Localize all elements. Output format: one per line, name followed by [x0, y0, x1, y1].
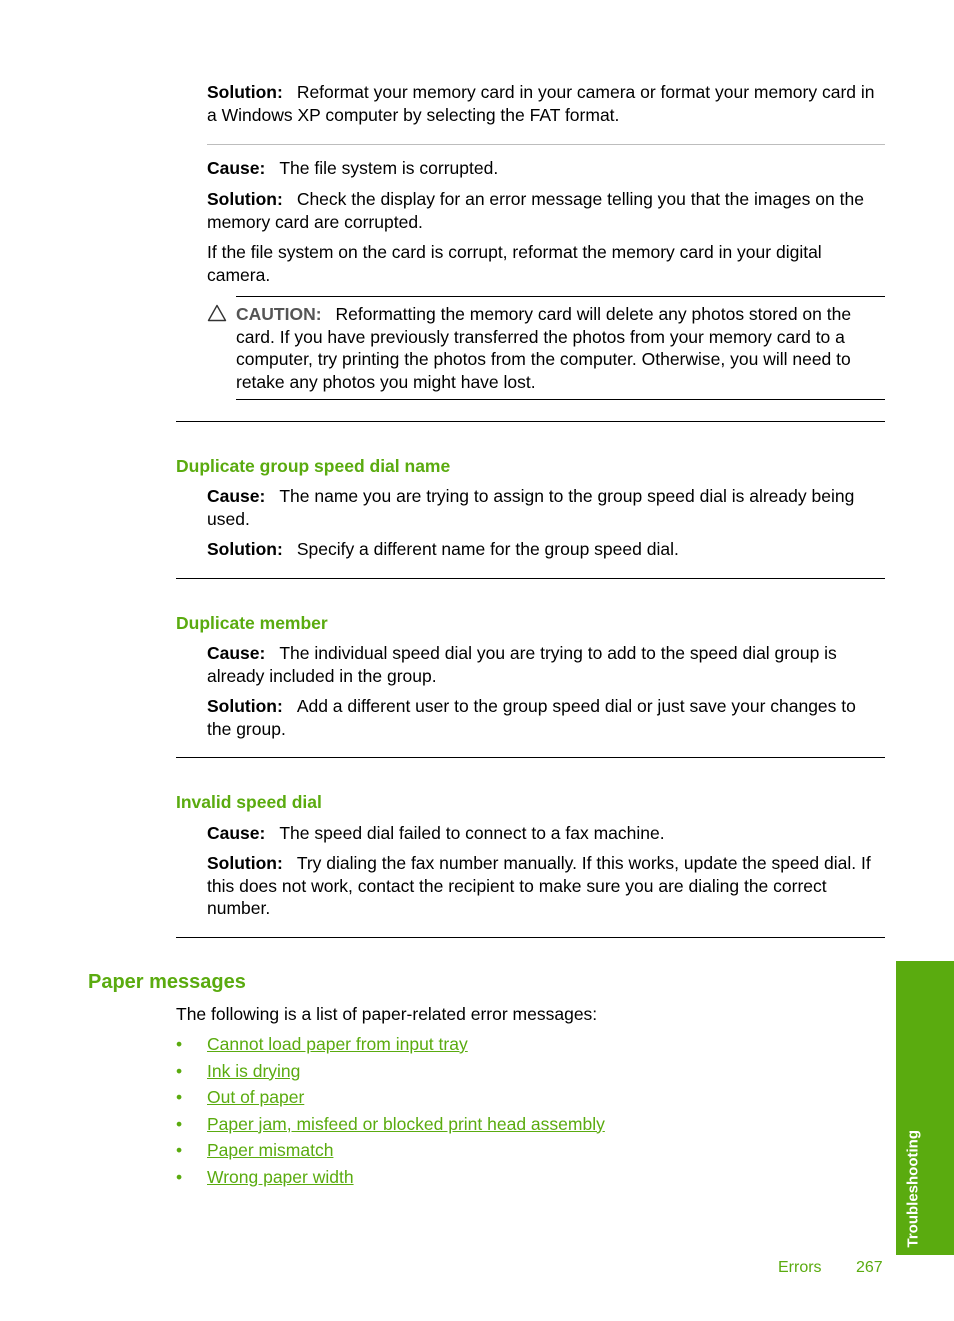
link-paper-jam[interactable]: Paper jam, misfeed or blocked print head assembly — [207, 1113, 605, 1134]
section-heading: Invalid speed dial — [176, 792, 322, 812]
solution-text: Reformat your memory card in your camera or format your memory card in a Windows XP computer by selecting the FAT format. — [207, 82, 875, 125]
cause-paragraph — [207, 822, 885, 845]
solution-paragraph — [207, 81, 885, 126]
caution-bottom-rule — [236, 399, 885, 400]
solution-text: Add a different user to the group speed dial or just save your changes to the group. — [207, 696, 856, 739]
solution-label: Solution: — [207, 189, 283, 209]
section-rule — [176, 937, 885, 938]
cause-paragraph — [207, 157, 885, 180]
cause-paragraph — [207, 485, 885, 530]
bullet: • — [176, 1113, 183, 1134]
section-rule — [176, 578, 885, 579]
divider — [207, 144, 885, 145]
link-out-of-paper[interactable]: Out of paper — [207, 1087, 305, 1107]
solution-paragraph — [207, 538, 885, 561]
cause-label: Cause: — [207, 823, 266, 843]
bullet: • — [176, 1034, 183, 1054]
cause-text: The name you are trying to assign to the group speed dial is already being used. — [207, 486, 855, 529]
solution-paragraph — [207, 852, 885, 920]
caution-text: Reformatting the memory card will delete any photos stored on the card. If you have previously transferred the photos from your memory card to a computer, try printing the photos from the computer. Otherwise, you will need to retake any photos you might have lost. — [236, 304, 852, 392]
list-item — [176, 1166, 605, 1193]
list-item — [176, 1139, 605, 1166]
solution-text: Check the display for an error message telling you that the images on the memory card are corrupted. — [207, 189, 864, 232]
paper-intro: The following is a list of paper-related error messages: — [176, 1004, 598, 1024]
section-heading: Duplicate member — [176, 613, 328, 633]
solution-text: Specify a different name for the group speed dial. — [296, 539, 679, 559]
link-wrong-paper-width[interactable]: Wrong paper width — [207, 1166, 354, 1187]
solution-label: Solution: — [207, 853, 283, 873]
solution-label: Solution: — [207, 696, 283, 716]
solution-text: Try dialing the fax number manually. If this works, update the speed dial. If this does not work, contact the recipient to make sure you are dialing the correct number. — [207, 853, 871, 918]
section-rule — [176, 421, 885, 422]
cause-text: The individual speed dial you are trying to add to the speed dial group is already included in the group. — [207, 643, 837, 686]
link-cannot-load-paper[interactable]: Cannot load paper from input tray — [207, 1034, 468, 1054]
list-item — [176, 1086, 605, 1113]
footer-section: Errors — [778, 1259, 822, 1276]
list-item — [176, 1060, 605, 1087]
paper-messages-heading: Paper messages — [88, 971, 246, 993]
troubleshooting-side-tab — [896, 961, 954, 1255]
cause-label: Cause: — [207, 158, 266, 178]
caution-label: CAUTION: — [236, 304, 322, 324]
cause-paragraph — [207, 642, 885, 687]
link-ink-is-drying[interactable]: Ink is drying — [207, 1060, 301, 1081]
cause-label: Cause: — [207, 486, 266, 506]
side-tab-label: Troubleshooting — [904, 1129, 922, 1247]
caution-note — [236, 303, 885, 393]
bullet: • — [176, 1140, 183, 1160]
cause-text: The speed dial failed to connect to a fax machine. — [279, 823, 665, 843]
list-item — [176, 1033, 605, 1060]
solution-label: Solution: — [207, 82, 283, 102]
body-paragraph: If the file system on the card is corrupt, reformat the memory card in your digital camera. — [207, 242, 822, 285]
section-heading: Duplicate group speed dial name — [176, 456, 451, 476]
bullet: • — [176, 1060, 183, 1081]
cause-label: Cause: — [207, 643, 266, 663]
solution-paragraph — [207, 188, 885, 233]
solution-label: Solution: — [207, 539, 283, 559]
paper-message-list — [176, 1033, 605, 1192]
section-rule — [176, 757, 885, 758]
cause-text: The file system is corrupted. — [279, 158, 499, 178]
solution-paragraph — [207, 695, 885, 740]
page-number: 267 — [856, 1259, 883, 1276]
link-paper-mismatch[interactable]: Paper mismatch — [207, 1140, 334, 1160]
warning-triangle-icon — [207, 304, 227, 322]
caution-top-rule — [236, 296, 885, 297]
bullet: • — [176, 1166, 183, 1187]
list-item — [176, 1113, 605, 1140]
bullet: • — [176, 1087, 183, 1107]
